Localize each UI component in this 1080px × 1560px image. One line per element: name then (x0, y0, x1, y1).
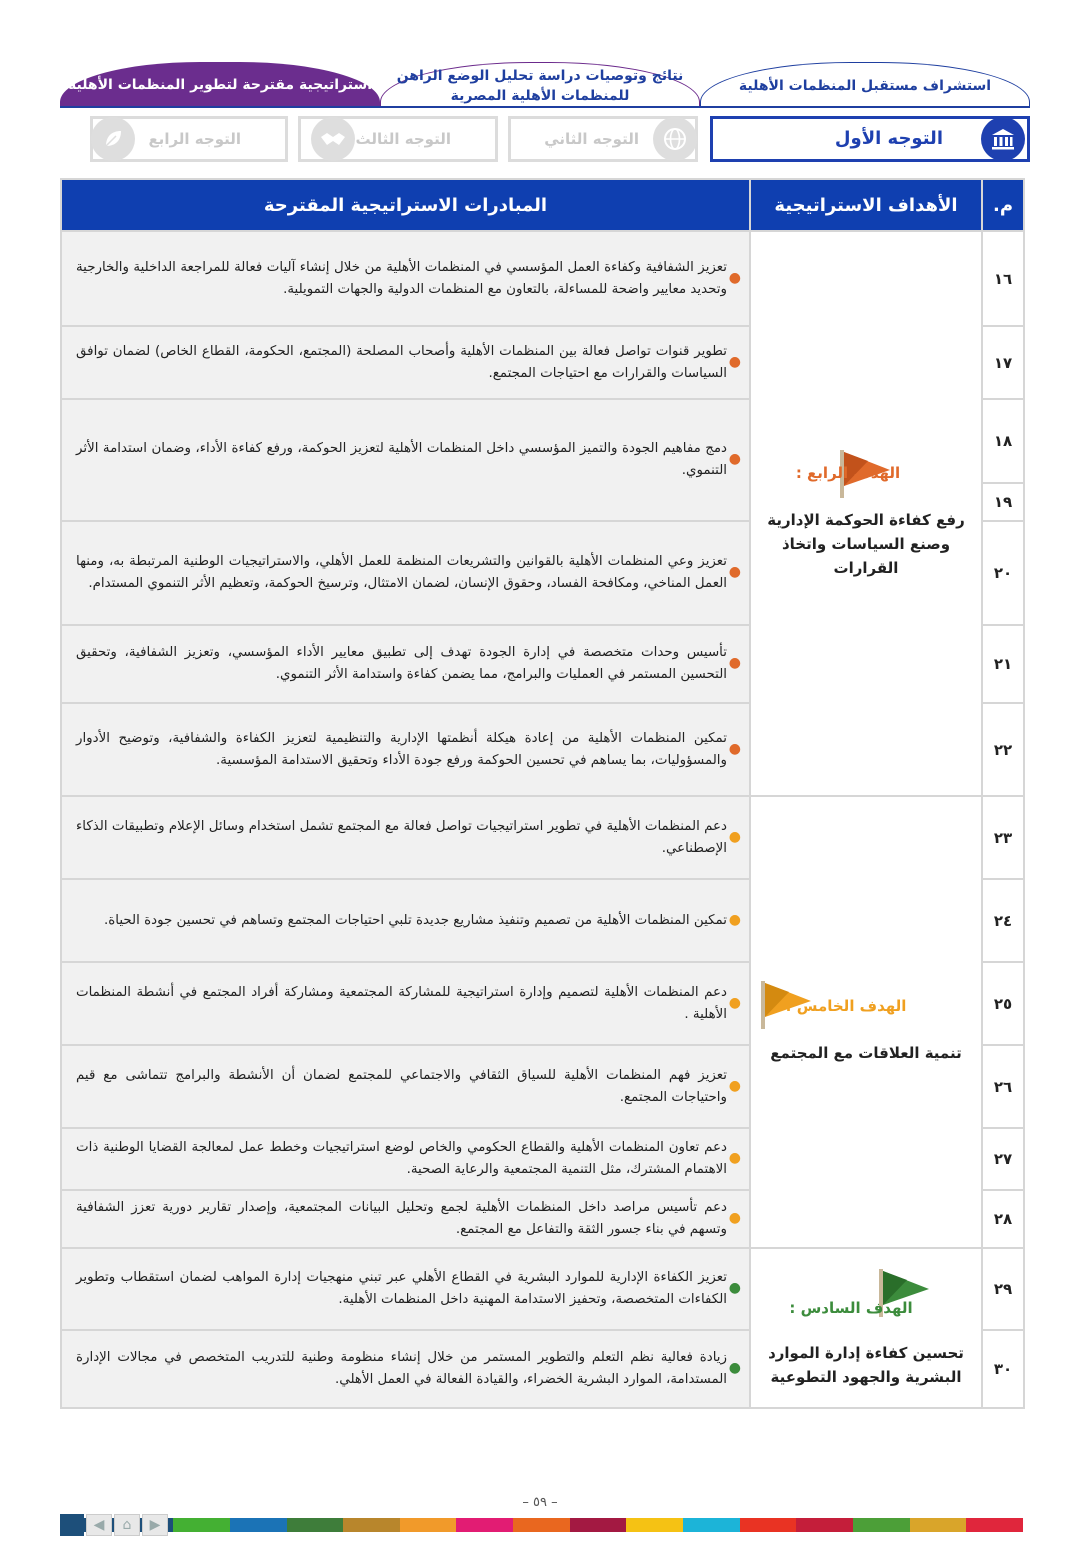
initiative-text: زيادة فعالية نظم التعلم والتطوير المستمر من خلال إنشاء منظومة وطنية للتدريب المتخصص في مجالات الإدارة المستدامة، الموارد البشرية الخضراء، والقيادة الفعالة في العمل الأهلي. (76, 1350, 727, 1387)
row-number: ٢٧ (982, 1128, 1024, 1190)
initiative-text: تمكين المنظمات الأهلية من تصميم وتنفيذ مشاريع جديدة تلبي احتياجات المجتمع وتساهم في تحسين جودة الحياة. (104, 912, 727, 928)
row-number: ١٨ (982, 399, 1024, 483)
initiative-cell (61, 231, 750, 326)
tab-future-outlook[interactable]: استشراف مستقبل المنظمات الأهلية (700, 62, 1030, 108)
bullet-icon: ● (728, 269, 741, 286)
bullet-icon: ● (728, 828, 741, 845)
bullet-icon: ● (728, 1210, 741, 1226)
initiative-text: تعزيز الكفاءة الإدارية للموارد البشرية في القطاع الأهلي عبر تبني منهجيات إدارة المواهب لضمان استقطاب وتطوير الكفاءات المتخصصة، وتحفيز الاستدامة المهنية داخل المنظمات الأهلية. (76, 1270, 727, 1307)
goal-five-label: الهدف الخامس : (785, 997, 907, 1015)
direction-first[interactable] (710, 116, 1030, 162)
header-num: م. (982, 179, 1024, 231)
home-icon[interactable]: ⌂ (114, 1514, 140, 1536)
goal-four-title: رفع كفاءة الحوكمة الإدارية وصنع السياسات واتخاذ القرارات (767, 510, 965, 577)
nav-spacer (60, 1514, 84, 1536)
initiative-text: تمكين المنظمات الأهلية من إعادة هيكلة أنظمتها الإدارية والتنظيمية لتعزيز الكفاءة والشفافية، وتوضيح الأدوار والمسؤوليات، بما يساهم في تحسين الحوكمة ورفع جودة الأداء وتحقيق الاستدامة المؤسسية. (76, 730, 727, 768)
row-number: ٢٢ (982, 703, 1024, 796)
row-number: ٢٥ (982, 962, 1024, 1045)
initiative-text: دعم تأسيس مراصد داخل المنظمات الأهلية لجمع وتحليل البيانات المجتمعية، وإصدار تقارير دورية تعزز الشفافية وتسهم في بناء جسور الثقة والتفاعل مع المجتمع. (76, 1200, 727, 1237)
initiative-cell (61, 521, 750, 625)
header-initiatives: المبادرات الاستراتيجية المقترحة (61, 179, 750, 231)
strategy-table (60, 178, 1025, 1409)
initiative-text: تعزيز الشفافية وكفاءة العمل المؤسسي في المنظمات الأهلية من خلال إنشاء آليات فعالة للمراجعة الداخلية والخارجية وتحديد معايير واضحة للمساءلة، بالتعاون مع المنظمات الدولية والجهات التمويلية. (76, 259, 727, 297)
initiative-cell (61, 962, 750, 1045)
table-row (61, 1248, 1024, 1330)
direction-third[interactable] (298, 116, 498, 162)
direction-second[interactable] (508, 116, 698, 162)
initiative-cell (61, 1045, 750, 1128)
initiative-cell (61, 326, 750, 399)
header-goals: الأهداف الاستراتيجية (750, 179, 982, 231)
row-number: ٣٠ (982, 1330, 1024, 1408)
institution-icon (981, 117, 1025, 161)
bullet-icon: ● (728, 655, 741, 671)
section-tabs (60, 62, 1030, 108)
table-row (61, 231, 1024, 326)
row-number: ٢١ (982, 625, 1024, 703)
row-number: ٢٠ (982, 521, 1024, 625)
table-row (61, 796, 1024, 879)
bullet-icon: ● (728, 451, 741, 467)
row-number: ١٧ (982, 326, 1024, 399)
row-number: ٢٨ (982, 1190, 1024, 1248)
initiative-cell (61, 1330, 750, 1408)
initiative-text: دعم المنظمات الأهلية في تطوير استراتيجيات تواصل فعالة مع المجتمع تشمل استخدام وسائل الإعلام وتطبيقات الذكاء الإصطناعي. (76, 818, 727, 856)
tab-underline (60, 106, 1030, 108)
tab-study-results[interactable]: نتائج وتوصيات دراسة تحليل الوضع الراهن للمنظمات الأهلية المصرية (380, 62, 700, 108)
row-number: ١٩ (982, 483, 1024, 521)
prev-page-icon[interactable]: ◀ (86, 1514, 112, 1536)
bullet-icon: ● (728, 994, 741, 1011)
bullet-icon: ● (728, 1150, 741, 1166)
bullet-icon: ● (728, 564, 741, 580)
bullet-icon: ● (728, 1360, 741, 1376)
globe-icon (653, 117, 697, 161)
row-number: ٢٣ (982, 796, 1024, 879)
initiative-text: دعم المنظمات الأهلية لتصميم وإدارة استراتيجية للمشاركة المجتمعية ومشاركة أفراد المجتمع في أنشطة المنظمات الأهلية . (76, 984, 727, 1022)
goal-six-cell (750, 1248, 982, 1408)
bullet-icon: ● (728, 740, 741, 757)
page-navigation (60, 1514, 168, 1536)
initiative-cell (61, 796, 750, 879)
directions-bar (90, 116, 1030, 162)
initiative-text: تعزيز وعي المنظمات الأهلية بالقوانين والتشريعات المنظمة للعمل الأهلي، والاستراتيجيات الوطنية المرتبطة به، ومنها العمل المناخي، ومكافحة الفساد، وحقوق الإنسان، لضمان الامتثال، وترسيخ الحوكمة، وتعظيم الأثر التنموي المستدام. (76, 554, 727, 591)
initiative-text: تعزيز فهم المنظمات الأهلية للسياق الثقافي والاجتماعي للمجتمع لضمان أن الأنشطة والبرامج تتماشى مع قيم واحتياجات المجتمع. (76, 1067, 727, 1105)
goal-four-label: الهدف الرابع : (795, 463, 901, 482)
initiative-cell (61, 1128, 750, 1190)
bullet-icon: ● (728, 911, 741, 928)
page-number: – ٥٩ – (522, 1495, 558, 1510)
color-strip (60, 1518, 1023, 1532)
row-number: ٢٦ (982, 1045, 1024, 1128)
goal-six-title: تحسين كفاءة إدارة الموارد البشرية والجهود التطوعية (768, 1344, 964, 1386)
table-header-row (61, 179, 1024, 231)
goal-five-title: تنمية العلاقات مع المجتمع (770, 1044, 962, 1062)
direction-second-label: التوجه الثاني (544, 130, 639, 148)
bullet-icon: ● (728, 1077, 741, 1094)
initiative-text: تأسيس وحدات متخصصة في إدارة الجودة تهدف إلى تطبيق معايير الأداء المؤسسي، وتعزيز الشفافية، وتحقيق التحسين المستمر في العمليات والبرامج، مما يضمن كفاءة واستدامة الأثر التنموي. (76, 645, 727, 682)
initiative-cell (61, 703, 750, 796)
initiative-cell (61, 1190, 750, 1248)
leaf-icon (91, 117, 135, 161)
row-number: ٢٤ (982, 879, 1024, 962)
direction-first-label: التوجه الأول (834, 128, 943, 149)
initiative-cell (61, 399, 750, 521)
row-number: ٢٩ (982, 1248, 1024, 1330)
initiative-text: دمج مفاهيم الجودة والتميز المؤسسي داخل المنظمات الأهلية لتعزيز الحوكمة، ورفع كفاءة الأداء، وضمان استدامة الأثر التنموي. (76, 441, 727, 478)
initiative-cell (61, 879, 750, 962)
row-number: ١٦ (982, 231, 1024, 326)
direction-fourth-label: التوجه الرابع (148, 130, 241, 148)
goal-six-label: الهدف السادس : (789, 1299, 913, 1317)
initiative-cell (61, 625, 750, 703)
direction-fourth[interactable] (90, 116, 288, 162)
bullet-icon: ● (728, 353, 741, 370)
direction-third-label: التوجه الثالث (355, 130, 451, 148)
tab-proposed-strategy[interactable]: استراتيجية مقترحة لتطوير المنظمات الأهلية (60, 62, 380, 108)
initiative-text: تطوير قنوات تواصل فعالة بين المنظمات الأهلية وأصحاب المصلحة (المجتمع، الحكومة، القطاع الخاص) لضمان توافق السياسات والقرارات مع احتياجات المجتمع. (76, 343, 727, 381)
next-page-icon[interactable]: ▶ (142, 1514, 168, 1536)
goal-four-cell (750, 231, 982, 796)
initiative-text: دعم تعاون المنظمات الأهلية والقطاع الحكومي والخاص لوضع استراتيجيات وخطط عمل لمعالجة القضايا الوطنية ذات الاهتمام المشترك، مثل التنمية المجتمعية والرعاية الصحية. (76, 1140, 727, 1177)
goal-five-cell (750, 796, 982, 1248)
bullet-icon: ● (728, 1280, 741, 1296)
handshake-icon (311, 117, 355, 161)
initiative-cell (61, 1248, 750, 1330)
